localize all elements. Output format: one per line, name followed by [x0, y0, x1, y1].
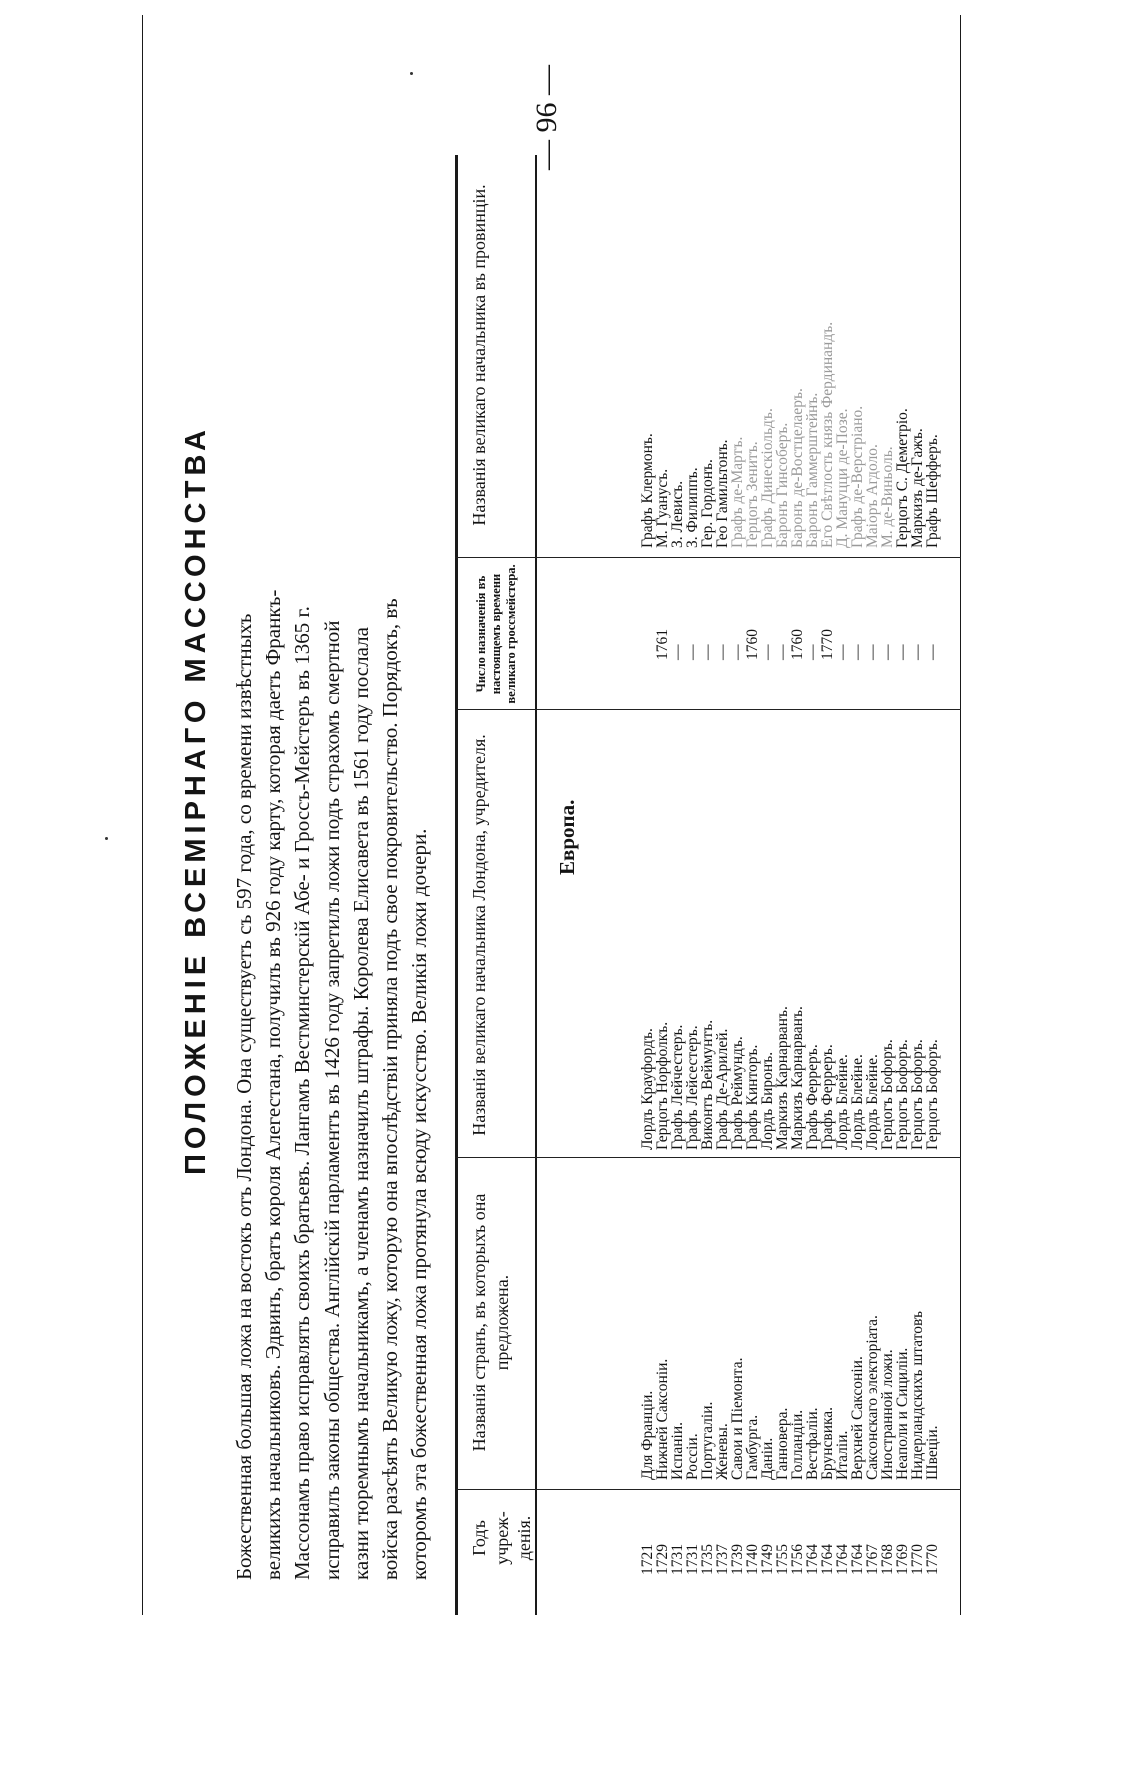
table-cell-number: 1770: [819, 629, 836, 660]
table-cell-london: Герцогъ Бофоръ.: [909, 1039, 926, 1150]
table-cell-year: 1739: [729, 1544, 746, 1575]
table-cell-country: Верхней Саксоніи.: [849, 1356, 866, 1480]
table-cell-country: Нидерландскихъ штатовъ: [909, 1311, 926, 1480]
header-london-master: Названія великаго начальника Лондона, учредителя.: [469, 734, 489, 1136]
table-cell-year: 1737: [714, 1544, 731, 1575]
table-cell-country: Брунсвика.: [819, 1406, 836, 1480]
table-cell-number: —: [669, 644, 686, 660]
table-cell-number: —: [849, 644, 866, 660]
table-cell-country: Ганновера.: [774, 1407, 791, 1480]
table-cell-province: Графъ Клермонъ.: [639, 433, 656, 548]
table-cell-london: Графъ Де-Арилей.: [714, 1028, 731, 1150]
table-cell-london: Герцогъ Бофоръ.: [879, 1039, 896, 1150]
table-cell-province: Графъ де-Мартъ.: [729, 436, 746, 548]
table-cell-number: —: [894, 644, 911, 660]
section-label-europe: Европа.: [555, 799, 579, 875]
column-divider: [455, 709, 961, 710]
page-number: — 96 —: [530, 65, 563, 170]
table-cell-number: —: [729, 644, 746, 660]
table-cell-number: —: [759, 644, 776, 660]
table-cell-london: Герцогъ Норфолкъ.: [654, 1021, 671, 1150]
table-cell-year: 1755: [774, 1544, 791, 1575]
table-cell-province: Маркизъ де-Гажъ.: [909, 428, 926, 548]
table-cell-country: Саксонскаго электоріата.: [864, 1315, 881, 1480]
table-cell-number: —: [864, 644, 881, 660]
table-cell-province: З. Филиппъ.: [684, 467, 701, 548]
table-cell-year: 1764: [819, 1544, 836, 1575]
table-cell-province: Графъ Динескіольдъ.: [759, 408, 776, 548]
table-cell-london: Графъ Реймундъ.: [729, 1036, 746, 1150]
table-cell-country: Гамбурга.: [744, 1414, 761, 1480]
table-cell-london: Герцогъ Бофоръ.: [894, 1039, 911, 1150]
column-divider: [455, 1157, 961, 1158]
intro-paragraph-line: которомъ эта божественная ложа протянула всюду искусство. Великія ложи дочери.: [407, 828, 431, 1580]
intro-paragraph-line: войска разсѣять Великую ложу, которую она впослѣдствіи приняла подъ свое покровительство. Порядокъ, въ: [378, 598, 402, 1580]
top-frame-rule: [142, 15, 143, 1615]
page-title: ПОЛОЖЕНІЕ ВСЕМІРНАГО МАССОНСТВА: [180, 425, 212, 1175]
table-cell-province: З. Левисъ.: [669, 480, 686, 548]
header-number: Число назначенія въ настоящемъ времени великаго гроссмейстера.: [474, 564, 518, 704]
table-cell-number: —: [909, 644, 926, 660]
table-cell-country: Женевы.: [714, 1423, 731, 1480]
intro-paragraph-line: казни тюремнымъ начальникамъ, а членамъ назначилъ штрафы. Королева Елисавета въ 1561 году послала: [349, 627, 373, 1580]
table-cell-country: Вестфаліи.: [804, 1407, 821, 1480]
table-cell-year: 1770: [909, 1544, 926, 1575]
table-cell-year: 1721: [639, 1544, 656, 1575]
table-cell-country: Неаполи и Сициліи.: [894, 1347, 911, 1480]
table-cell-number: —: [924, 644, 941, 660]
table-cell-province: Д. Мануцци де-Позе.: [834, 408, 851, 548]
table-cell-province: М. Гуанусъ.: [654, 468, 671, 548]
table-cell-london: Графъ Лейчестеръ.: [669, 1024, 686, 1150]
table-cell-number: —: [684, 644, 701, 660]
table-cell-country: Голландіи.: [789, 1409, 806, 1480]
table-cell-province: Герцогъ Зенитъ.: [744, 441, 761, 548]
table-cell-year: 1740: [744, 1544, 761, 1575]
table-cell-year: 1769: [894, 1544, 911, 1575]
table-cell-london: Маркизъ Карнарванъ.: [789, 1006, 806, 1150]
intro-paragraph-line: исправилъ законы общества. Англійскій парламентъ въ 1426 году запретилъ ложи подъ страхомъ смертной: [320, 620, 344, 1580]
table-cell-london: Виконтъ Веймунтъ.: [699, 1019, 716, 1150]
table-cell-country: Нижней Саксоніи.: [654, 1358, 671, 1480]
table-cell-province: Баронъ Гаммерштейнъ.: [804, 392, 821, 548]
table-cell-london: Графъ Ферреръ.: [804, 1044, 821, 1150]
table-cell-number: —: [804, 644, 821, 660]
table-cell-london: Лордъ Блейне.: [864, 1054, 881, 1150]
table-cell-number: —: [834, 644, 851, 660]
print-speck: [105, 837, 108, 840]
intro-paragraph-line: Массонамъ право исправлять своихъ братьевъ. Лангамъ Вестминстерскій Абе- и Гроссъ-Мейстеръ въ 1365 г.: [290, 606, 314, 1580]
table-cell-london: Лордъ Биронъ.: [759, 1051, 776, 1150]
header-province-master: Названія великаго начальника въ провинціи.: [469, 184, 489, 526]
table-cell-province: Графъ де-Верстріано.: [849, 405, 866, 548]
column-divider: [455, 1489, 961, 1490]
table-cell-london: Лордъ Блейне.: [849, 1054, 866, 1150]
table-cell-year: 1729: [654, 1544, 671, 1575]
print-speck: [410, 72, 413, 75]
table-cell-year: 1756: [789, 1544, 806, 1575]
table-cell-london: Графъ Кинторъ.: [744, 1044, 761, 1150]
table-cell-number: —: [879, 644, 896, 660]
intro-paragraph-line: великихъ начальниковъ. Эдвинъ, братъ короля Алегестана, получилъ въ 926 году карту, которая даетъ Франкъ-: [261, 589, 285, 1580]
table-cell-province: Баронъ де-Востцелаеръ.: [789, 388, 806, 548]
bottom-frame-rule: [960, 15, 961, 1615]
table-cell-country: Даніи.: [759, 1437, 776, 1480]
intro-paragraph-line: Божественная большая ложа на востокъ отъ Лондона. Она существуетъ съ 597 года, со времени извѣстныхъ: [232, 613, 256, 1580]
header-year: Годъ учреж-денія.: [469, 1511, 534, 1565]
table-cell-country: Швеціи.: [924, 1425, 941, 1480]
table-cell-province: М. де-Виньоль.: [879, 446, 896, 548]
table-cell-country: Савои и Піемонта.: [729, 1357, 746, 1480]
table-cell-year: 1749: [759, 1544, 776, 1575]
table-cell-number: 1760: [744, 629, 761, 660]
table-cell-london: Графъ Ферреръ.: [819, 1044, 836, 1150]
table-cell-province: Герцогъ С. Деметріо.: [894, 408, 911, 548]
table-cell-country: Италіи.: [834, 1430, 851, 1480]
table-cell-province: Графъ Шефферъ.: [924, 434, 941, 548]
table-cell-number: 1760: [789, 629, 806, 660]
table-cell-london: Графъ Лейсестеръ.: [684, 1025, 701, 1150]
table-cell-london: Лордъ Крауфордъ.: [639, 1028, 656, 1150]
table-cell-year: 1731: [684, 1544, 701, 1575]
table-cell-year: 1735: [699, 1544, 716, 1575]
table-cell-number: —: [774, 644, 791, 660]
table-cell-year: 1768: [879, 1544, 896, 1575]
table-cell-year: 1764: [849, 1544, 866, 1575]
column-divider: [455, 557, 961, 558]
table-cell-country: Иностранной ложи.: [879, 1349, 896, 1480]
table-cell-year: 1764: [834, 1544, 851, 1575]
header-bottom-rule: [535, 155, 537, 1615]
table-cell-number: 1761: [654, 629, 671, 660]
table-cell-year: 1764: [804, 1544, 821, 1575]
table-cell-year: 1731: [669, 1544, 686, 1575]
header-top-rule: [455, 155, 458, 1615]
table-cell-number: —: [714, 644, 731, 660]
header-country: Названія странъ, въ которыхъ она предложена.: [469, 1193, 512, 1452]
table-cell-country: Для Франціи.: [639, 1390, 656, 1480]
table-cell-london: Лордъ Блейне.: [834, 1054, 851, 1150]
table-cell-country: Россіи.: [684, 1433, 701, 1480]
table-cell-number: —: [699, 644, 716, 660]
table-cell-year: 1770: [924, 1544, 941, 1575]
table-cell-province: Маіоръ Агдоло.: [864, 444, 881, 548]
table-cell-country: Испаніи.: [669, 1421, 686, 1480]
table-cell-province: Баронъ Гинсоберъ.: [774, 422, 791, 548]
table-cell-province: Гер. Гордонъ.: [699, 459, 716, 548]
table-cell-london: Маркизъ Карнарванъ.: [774, 1006, 791, 1150]
table-cell-province: Гео Гамильтонъ.: [714, 439, 731, 548]
table-cell-london: Герцогъ Бофоръ.: [924, 1039, 941, 1150]
table-cell-year: 1767: [864, 1544, 881, 1575]
table-cell-province: Его Свѣтлость князь Фердинандъ.: [819, 321, 836, 548]
table-cell-country: Португаліи.: [699, 1401, 716, 1480]
